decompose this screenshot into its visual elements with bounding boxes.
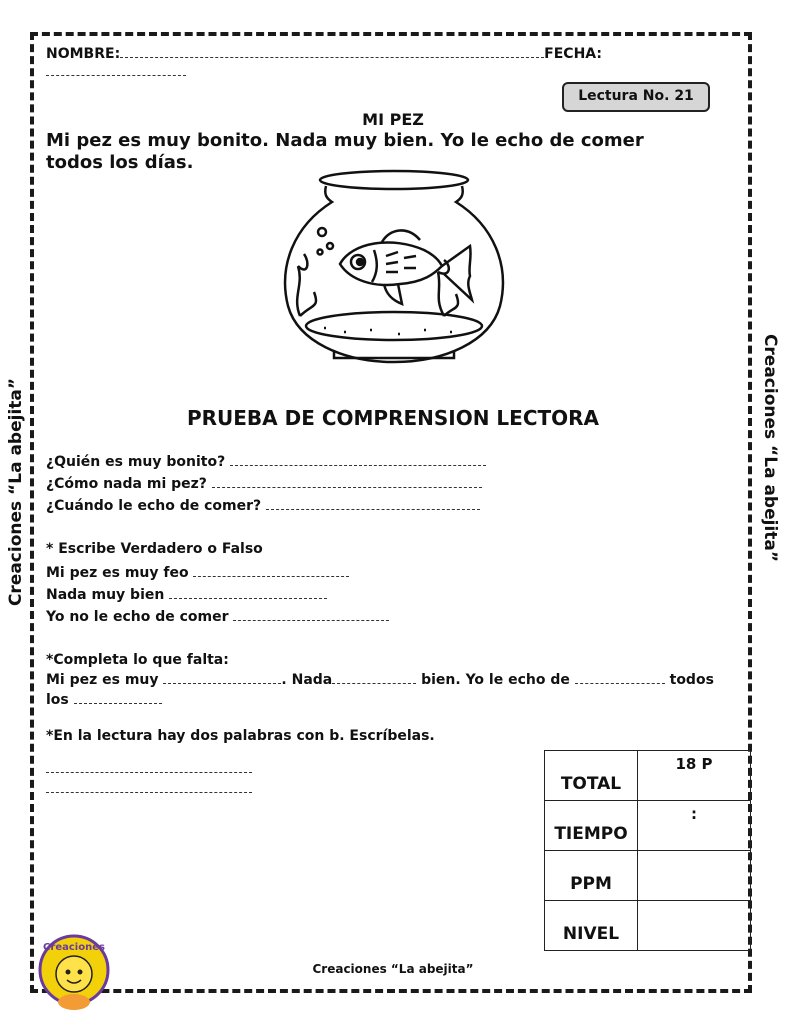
true-false-item (46, 607, 389, 625)
answer-field[interactable] (230, 452, 486, 466)
statement-text: Mi pez es muy feo (46, 565, 189, 581)
complete-part: . Nada (281, 672, 333, 688)
story-text: Mi pez es muy bonito. Nada muy bien. Yo le echo de comer todos los días. (46, 130, 644, 173)
complete-part: todos (669, 672, 714, 688)
score-label: TOTAL (545, 751, 638, 801)
side-text-label: Creaciones “La abejita” (6, 377, 26, 607)
statement-text: Nada muy bien (46, 587, 165, 603)
b-words-heading: *En la lectura hay dos palabras con b. Escríbelas. (46, 728, 435, 744)
header-row (46, 44, 740, 66)
question-1 (46, 452, 486, 470)
statement-text: Yo no le echo de comer (46, 609, 229, 625)
question-3 (46, 496, 480, 514)
fishbowl-icon (274, 166, 514, 368)
b-word-field-2[interactable] (46, 778, 252, 797)
blank-field[interactable] (74, 690, 162, 704)
score-label: PPM (545, 851, 638, 901)
score-row-nivel (545, 901, 751, 951)
score-value[interactable]: 18 P (638, 751, 751, 801)
score-value[interactable] (638, 851, 751, 901)
score-row-tiempo (545, 801, 751, 851)
score-label: TIEMPO (545, 801, 638, 851)
answer-field[interactable] (212, 474, 482, 488)
footer-text: Creaciones “La abejita” (312, 962, 474, 976)
blank-field[interactable] (332, 670, 416, 684)
logo-text: Creaciones (43, 942, 105, 953)
b-word-field-1[interactable] (46, 758, 252, 777)
lectura-badge: Lectura No. 21 (562, 82, 710, 112)
complete-line-2 (46, 690, 162, 708)
true-false-heading: * Escribe Verdadero o Falso (46, 541, 263, 557)
answer-field[interactable] (233, 607, 389, 621)
date-field[interactable] (46, 62, 186, 76)
side-text-label: Creaciones “La abejita” (760, 333, 780, 563)
complete-part: los (46, 692, 69, 708)
answer-field[interactable] (169, 585, 327, 599)
true-false-item (46, 563, 349, 581)
complete-part: bien. Yo le echo de (421, 672, 570, 688)
name-field[interactable] (120, 44, 544, 58)
true-false-item (46, 585, 327, 603)
name-label: NOMBRE: (46, 46, 121, 62)
date-label: FECHA: (544, 46, 602, 62)
complete-heading: *Completa lo que falta: (46, 652, 229, 668)
test-title: PRUEBA DE COMPRENSION LECTORA (186, 406, 600, 430)
score-label: NIVEL (545, 901, 638, 951)
complete-line (46, 670, 714, 688)
score-value[interactable] (638, 901, 751, 951)
answer-field[interactable] (266, 496, 480, 510)
question-text: ¿Cómo nada mi pez? (46, 476, 207, 492)
score-value[interactable]: : (638, 801, 751, 851)
complete-part: Mi pez es muy (46, 672, 159, 688)
story-title: MI PEZ (362, 110, 424, 129)
answer-field[interactable] (193, 563, 349, 577)
question-2 (46, 474, 482, 492)
score-row-ppm (545, 851, 751, 901)
question-text: ¿Quién es muy bonito? (46, 454, 226, 470)
score-row-total (545, 751, 751, 801)
score-table (544, 750, 751, 951)
side-text-right (756, 318, 784, 578)
question-text: ¿Cuándo le echo de comer? (46, 498, 262, 514)
side-text-left (2, 362, 30, 622)
blank-field[interactable] (163, 670, 281, 684)
blank-field[interactable] (575, 670, 665, 684)
